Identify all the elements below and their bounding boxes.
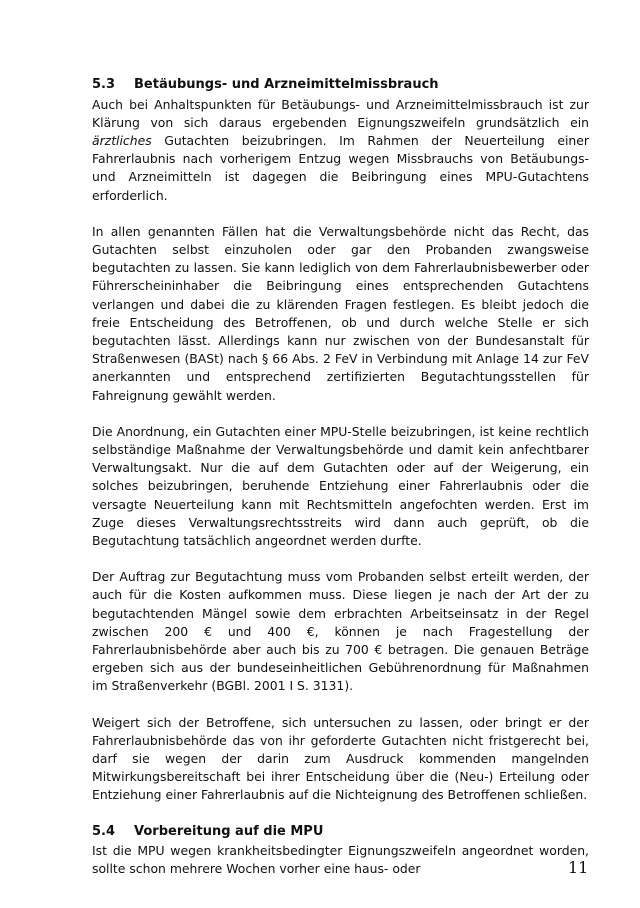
emphasized-text: ärztliches xyxy=(92,132,152,148)
paragraph: Die Anordnung, ein Gutachten einer MPU-Stelle beizubringen, ist keine rechtlich selbständige Maßnahme der Verwaltungsbehörde und damit kein anfechtbarer Verwaltungsakt. Nur die auf dem Gutachten oder auf der Weigerung, ein solches beizubringen, beruhende Entziehung einer Fahrerlaubnis oder die versagte Neuerteilung kann mit Rechtsmitteln angefochten werden. Erst im Zuge dieses Verwaltungsrechtsstreits wird dann auch geprüft, ob die Begutachtung tatsächlich angeordnet werden durfte. xyxy=(92,423,589,548)
paragraph-text: Auch bei Anhaltspunkten für Betäubungs- und Arzneimittelmissbrauch ist zur Klärung von sich daraus ergebenden Eignungszweifeln grundsätzlich ein xyxy=(92,96,589,130)
paragraph xyxy=(92,96,589,205)
section-title: Betäubungs- und Arzneimittelmissbrauch xyxy=(134,77,439,92)
section-heading-5-4 xyxy=(92,823,589,842)
paragraph: Der Auftrag zur Begutachtung muss vom Probanden selbst erteilt werden, der auch für die Kosten aufkommen muss. Diese liegen je nach der Art der zu begutachtenden Mängel sowie dem erbrachten Arbeitseinsatz in der Regel zwischen 200 € und 400 €, können je nach Fragestellung der Fahrerlaubnisbehörde aber auch bis zu 700 € betragen. Die genauen Beträge ergeben sich aus der bundeseinheitlichen Gebührenordnung für Maßnahmen im Straßenverkehr (BGBl. 2001 I S. 3131). xyxy=(92,569,589,694)
section-heading-5-3 xyxy=(92,76,589,95)
paragraph: Weigert sich der Betroffene, sich untersuchen zu lassen, oder bringt er der Fahrerlaubnisbehörde das von ihr geforderte Gutachten nicht fristgerecht bei, darf sie wegen der darin zum Ausdruck kommenden mangelnden Mitwirkungsbereitschaft bei ihrer Entscheidung über die (Neu-) Erteilung oder Entziehung einer Fahrerlaubnis auf die Nichteignung des Betroffenen schließen. xyxy=(92,714,589,803)
paragraph: In allen genannten Fällen hat die Verwaltungsbehörde nicht das Recht, das Gutachten selbst einzuholen oder gar den Probanden zwangsweise begutachten zu lassen. Sie kann lediglich von dem Fahrerlaubnisbewerber oder Führerscheininhaber die Beibringung eines entsprechenden Gutachtens verlangen und dabei die zu klärenden Fragen festlegen. Es bleibt jedoch die freie Entscheidung des Betroffenen, ob und durch welche Stelle er sich begutachten lässt. Allerdings kann nur zwischen von der Bundesanstalt für Straßenwesen (BASt) nach § 66 Abs. 2 FeV in Verbindung mit Anlage 14 zur FeV anerkannten und entsprechend zertifizierten Begutachtungsstellen für Fahreignung gewählt werden. xyxy=(92,223,589,403)
page-number: 11 xyxy=(568,858,589,877)
section-number: 5.4 xyxy=(92,823,116,839)
paragraph: Ist die MPU wegen krankheitsbedingter Eignungszweifeln angeordnet worden, sollte schon mehrere Wochen vorher eine haus- oder xyxy=(92,843,589,877)
page-content xyxy=(92,76,589,879)
section-number: 5.3 xyxy=(92,77,116,92)
section-title: Vorbereitung auf die MPU xyxy=(134,823,324,839)
paragraph-text: Gutachten beizubringen. Im Rahmen der Neuerteilung einer Fahrerlaubnis nach vorherigem Entzug wegen Missbrauchs von Betäubungs- und Arzneimitteln ist dagegen die Beibringung eines MPU-Gutachtens erforderlich. xyxy=(92,132,589,203)
